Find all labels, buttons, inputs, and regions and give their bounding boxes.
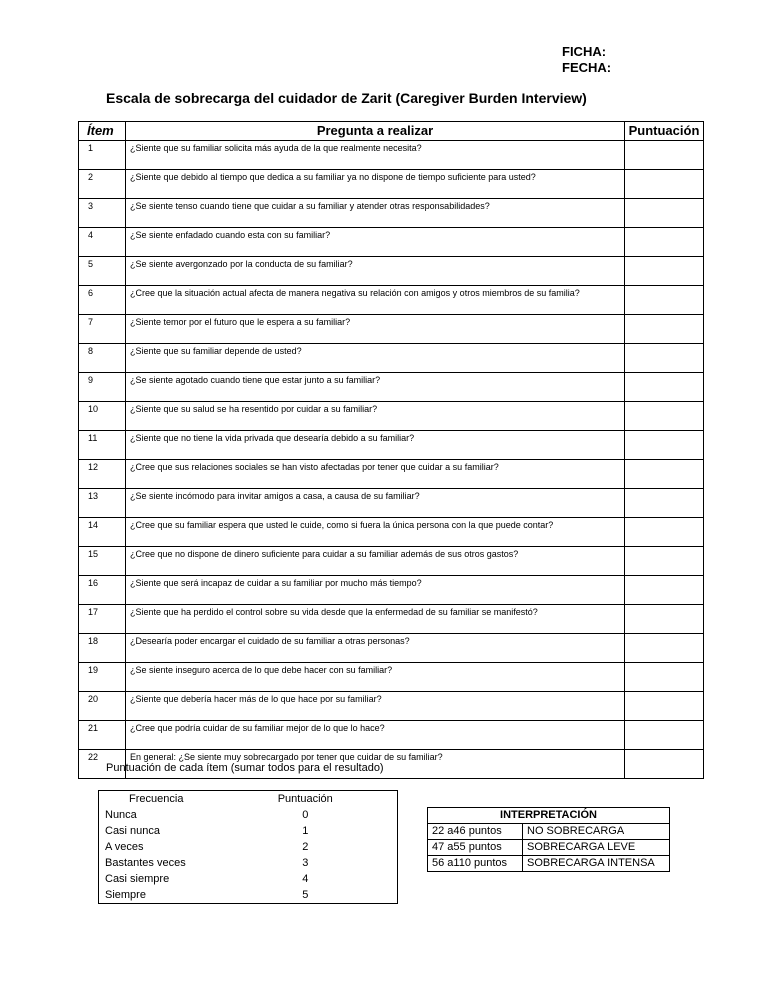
question-text: ¿Se siente avergonzado por la conducta de su familiar? [126, 257, 625, 286]
item-number: 3 [79, 199, 126, 228]
question-text: ¿Siente temor por el futuro que le espera a su familiar? [126, 315, 625, 344]
question-row [79, 518, 704, 547]
item-number: 19 [79, 663, 126, 692]
question-row [79, 199, 704, 228]
score-cell[interactable] [625, 228, 704, 257]
item-number: 16 [79, 576, 126, 605]
question-row [79, 460, 704, 489]
frequency-row [99, 855, 398, 871]
frequency-row [99, 887, 398, 904]
item-number: 2 [79, 170, 126, 199]
item-number: 12 [79, 460, 126, 489]
score-range: 56 a110 puntos [428, 856, 523, 872]
question-text: ¿Siente que no tiene la vida privada que desearía debido a su familiar? [126, 431, 625, 460]
item-number: 20 [79, 692, 126, 721]
frequency-column-header: Frecuencia [129, 793, 184, 805]
question-text: ¿Se siente inseguro acerca de lo que debe hacer con su familiar? [126, 663, 625, 692]
scoring-note: Puntuación de cada ítem (sumar todos para el resultado) [106, 762, 384, 774]
question-row [79, 344, 704, 373]
frequency-value: 5 [302, 889, 309, 901]
item-number: 15 [79, 547, 126, 576]
frequency-label: Nunca [105, 809, 137, 821]
question-text: ¿Siente que debido al tiempo que dedica a su familiar ya no dispone de tiempo suficiente para usted? [126, 170, 625, 199]
question-row [79, 576, 704, 605]
burden-level: NO SOBRECARGA [523, 824, 670, 840]
frequency-value: 0 [302, 809, 309, 821]
item-number: 4 [79, 228, 126, 257]
item-number: 5 [79, 257, 126, 286]
score-cell[interactable] [625, 663, 704, 692]
score-cell[interactable] [625, 402, 704, 431]
frequency-row [99, 823, 398, 839]
question-row [79, 228, 704, 257]
frequency-label: Casi siempre [105, 873, 170, 885]
question-row [79, 547, 704, 576]
frequency-label: Bastantes veces [105, 857, 186, 869]
item-number: 1 [79, 141, 126, 170]
header-fields [562, 44, 611, 76]
question-text: ¿Se siente tenso cuando tiene que cuidar a su familiar y atender otras responsabilidades? [126, 199, 625, 228]
frequency-label: Casi nunca [105, 825, 161, 837]
question-text: ¿Cree que sus relaciones sociales se han visto afectadas por tener que cuidar a su familiar? [126, 460, 625, 489]
frequency-label: Siempre [105, 889, 146, 901]
question-row [79, 286, 704, 315]
interpretation-row [428, 856, 670, 872]
item-number: 7 [79, 315, 126, 344]
score-cell[interactable] [625, 286, 704, 315]
burden-level: SOBRECARGA INTENSA [523, 856, 670, 872]
question-text: En general: ¿Se siente muy sobrecargado por tener que cuidar de su familiar? [126, 750, 625, 779]
question-text: ¿Cree que su familiar espera que usted le cuide, como si fuera la única persona con la que puede contar? [126, 518, 625, 547]
score-range: 22 a46 puntos [428, 824, 523, 840]
question-row [79, 257, 704, 286]
score-cell[interactable] [625, 721, 704, 750]
question-text: ¿Siente que su salud se ha resentido por cuidar a su familiar? [126, 402, 625, 431]
frequency-value: 1 [302, 825, 309, 837]
score-cell[interactable] [625, 489, 704, 518]
question-text: ¿Cree que no dispone de dinero suficiente para cuidar a su familiar además de sus otros gastos? [126, 547, 625, 576]
question-row [79, 431, 704, 460]
score-cell[interactable] [625, 431, 704, 460]
question-text: ¿Cree que la situación actual afecta de manera negativa su relación con amigos y otros miembros de su familia? [126, 286, 625, 315]
score-cell[interactable] [625, 141, 704, 170]
item-number: 9 [79, 373, 126, 402]
question-text: ¿Siente que debería hacer más de lo que hace por su familiar? [126, 692, 625, 721]
score-cell[interactable] [625, 518, 704, 547]
question-row [79, 605, 704, 634]
interpretation-table [427, 807, 670, 872]
question-row [79, 373, 704, 402]
question-text: ¿Siente que será incapaz de cuidar a su familiar por mucho más tiempo? [126, 576, 625, 605]
page-title: Escala de sobrecarga del cuidador de Zarit (Caregiver Burden Interview) [106, 90, 587, 106]
item-number: 10 [79, 402, 126, 431]
interpretation-title: INTERPRETACIÓN [428, 808, 670, 824]
score-range: 47 a55 puntos [428, 840, 523, 856]
score-cell[interactable] [625, 634, 704, 663]
question-column-header: Pregunta a realizar [126, 122, 625, 141]
frequency-label: A veces [105, 841, 144, 853]
item-number: 22 [79, 750, 126, 779]
item-number: 6 [79, 286, 126, 315]
score-cell[interactable] [625, 170, 704, 199]
score-column-header: Puntuación [625, 122, 704, 141]
score-cell[interactable] [625, 547, 704, 576]
interpretation-table-header [428, 808, 670, 824]
question-text: ¿Siente que su familiar depende de usted? [126, 344, 625, 373]
questions-table-header [79, 122, 704, 141]
frequency-value: 4 [302, 873, 309, 885]
question-row [79, 141, 704, 170]
interpretation-row [428, 840, 670, 856]
score-cell[interactable] [625, 373, 704, 402]
question-text: ¿Se siente incómodo para invitar amigos a casa, a causa de su familiar? [126, 489, 625, 518]
item-number: 21 [79, 721, 126, 750]
ficha-label: FICHA: [562, 44, 607, 59]
question-text: ¿Siente que su familiar solicita más ayuda de la que realmente necesita? [126, 141, 625, 170]
questions-table [78, 121, 704, 779]
question-text: ¿Se siente agotado cuando tiene que estar junto a su familiar? [126, 373, 625, 402]
score-cell[interactable] [625, 692, 704, 721]
question-row [79, 402, 704, 431]
frequency-row [99, 871, 398, 887]
score-cell[interactable] [625, 576, 704, 605]
item-column-header: Ítem [79, 122, 126, 141]
frequency-score-column-header: Puntuación [277, 793, 333, 805]
question-text: ¿Desearía poder encargar el cuidado de su familiar a otras personas? [126, 634, 625, 663]
question-row [79, 721, 704, 750]
frequency-table [98, 790, 398, 904]
score-cell[interactable] [625, 257, 704, 286]
question-row [79, 634, 704, 663]
item-number: 11 [79, 431, 126, 460]
item-number: 8 [79, 344, 126, 373]
question-text: ¿Cree que podría cuidar de su familiar mejor de lo que lo hace? [126, 721, 625, 750]
question-text: ¿Se siente enfadado cuando esta con su familiar? [126, 228, 625, 257]
item-number: 13 [79, 489, 126, 518]
score-cell[interactable] [625, 344, 704, 373]
burden-level: SOBRECARGA LEVE [523, 840, 670, 856]
frequency-table-header [99, 791, 398, 808]
frequency-value: 2 [302, 841, 309, 853]
score-cell[interactable] [625, 315, 704, 344]
frequency-value: 3 [302, 857, 309, 869]
frequency-row [99, 807, 398, 823]
score-cell[interactable] [625, 199, 704, 228]
item-number: 17 [79, 605, 126, 634]
fecha-label: FECHA: [562, 60, 612, 75]
question-text: ¿Siente que ha perdido el control sobre su vida desde que la enfermedad de su familiar se manifestó? [126, 605, 625, 634]
interpretation-row [428, 824, 670, 840]
question-row [79, 315, 704, 344]
question-row [79, 663, 704, 692]
question-row [79, 489, 704, 518]
item-number: 14 [79, 518, 126, 547]
score-cell[interactable] [625, 460, 704, 489]
question-row [79, 170, 704, 199]
score-cell[interactable] [625, 750, 704, 779]
question-row [79, 692, 704, 721]
item-number: 18 [79, 634, 126, 663]
score-cell[interactable] [625, 605, 704, 634]
frequency-row [99, 839, 398, 855]
